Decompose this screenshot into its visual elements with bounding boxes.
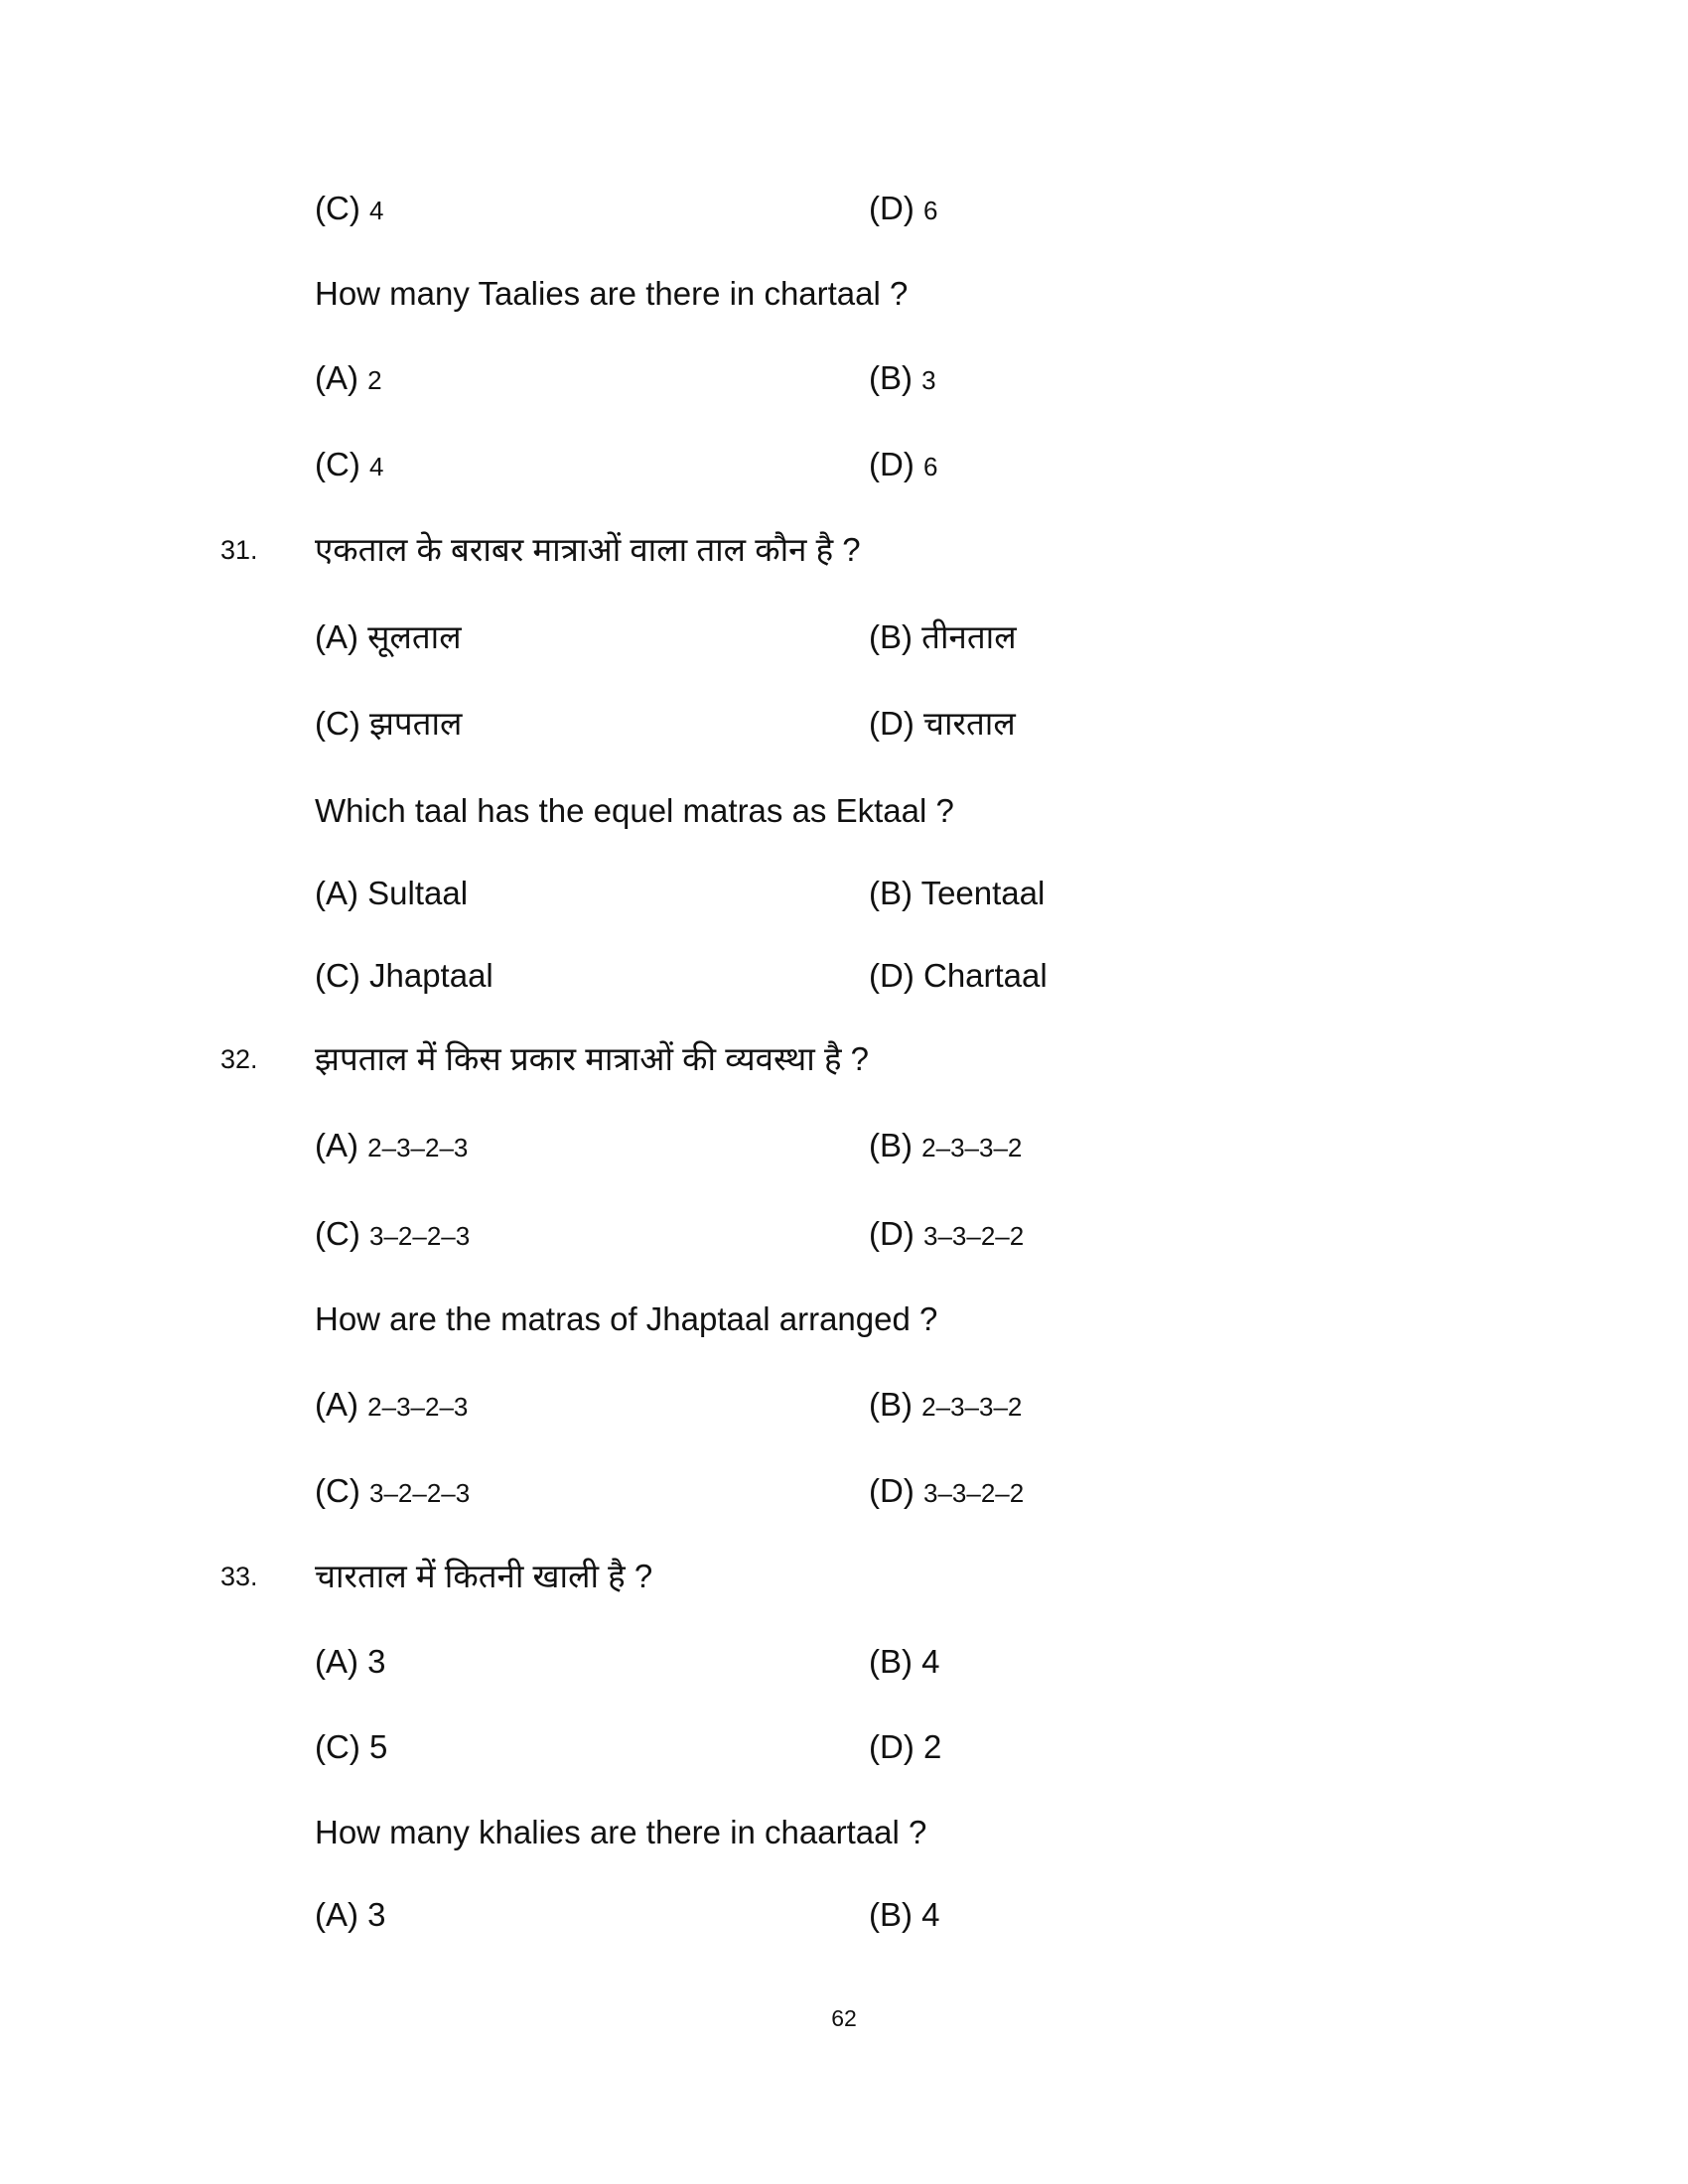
- option-letter: (C): [315, 1728, 369, 1765]
- question-number: 31.: [220, 535, 258, 565]
- question-line: [0, 272, 1688, 316]
- option-left: [315, 443, 383, 488]
- option-value: 4: [368, 452, 384, 481]
- question-text: झपताल में किस प्रकार मात्राओं की व्यवस्था है ?: [315, 1040, 869, 1077]
- option-value: सूलताल: [367, 618, 462, 655]
- option-right: [869, 1212, 1024, 1258]
- question-number: 33.: [220, 1562, 258, 1591]
- option-letter: (C): [315, 190, 369, 226]
- option-value: 6: [922, 452, 938, 481]
- option-letter: (C): [315, 957, 369, 994]
- option-left: [315, 954, 493, 998]
- question-text: How many khalies are there in chaartaal ?: [315, 1814, 927, 1850]
- option-value: 4: [368, 196, 384, 225]
- option-right: [869, 187, 937, 232]
- option-letter: (A): [315, 1643, 368, 1680]
- options-row: [0, 1893, 1688, 1937]
- option-value: Chartaal: [922, 957, 1048, 994]
- options-row: [0, 1383, 1688, 1427]
- options-row: [0, 443, 1688, 486]
- option-value: Jhaptaal: [368, 957, 493, 994]
- option-letter: (B): [869, 1386, 922, 1423]
- option-value: 2–3–2–3: [367, 1133, 469, 1162]
- option-value: 2–3–3–2: [921, 1133, 1023, 1162]
- question-text: How are the matras of Jhaptaal arranged ?: [315, 1300, 938, 1337]
- question-text: Which taal has the equel matras as Ektaal ?: [315, 792, 954, 829]
- question-text: एकताल के बराबर मात्राओं वाला ताल कौन है ?: [315, 531, 861, 568]
- option-right: [869, 443, 937, 488]
- option-letter: (B): [869, 1896, 922, 1933]
- page-number: 62: [831, 2005, 857, 2031]
- option-value: 6: [922, 196, 938, 225]
- option-right: [869, 1124, 1022, 1169]
- option-value: चारताल: [922, 705, 1016, 742]
- question-line: [0, 1037, 1688, 1081]
- options-row: [0, 1124, 1688, 1167]
- option-right: [869, 1893, 940, 1937]
- option-value: 3–3–2–2: [922, 1478, 1025, 1508]
- options-row: [0, 187, 1688, 230]
- question-text: How many Taalies are there in chartaal ?: [315, 275, 909, 312]
- option-right: [869, 1383, 1022, 1429]
- option-letter: (B): [869, 1127, 922, 1163]
- option-right: [869, 1469, 1024, 1515]
- option-letter: (A): [315, 618, 368, 655]
- question-line: [0, 1297, 1688, 1341]
- option-value: 3: [921, 365, 936, 395]
- option-left: [315, 1725, 387, 1769]
- option-right: [869, 1725, 941, 1769]
- option-left: [315, 1124, 468, 1169]
- option-letter: (A): [315, 359, 368, 396]
- option-value: 2–3–2–3: [367, 1392, 469, 1422]
- question-text: चारताल में कितनी खाली है ?: [315, 1558, 653, 1594]
- question-line: [0, 789, 1688, 833]
- option-letter: (A): [315, 1386, 368, 1423]
- options-row: [0, 356, 1688, 400]
- option-letter: (B): [869, 359, 922, 396]
- options-row: [0, 1212, 1688, 1256]
- option-letter: (D): [869, 1215, 923, 1252]
- option-left: [315, 615, 462, 659]
- question-line: [0, 1555, 1688, 1598]
- option-value: 2: [367, 365, 382, 395]
- option-value: 3: [367, 1643, 386, 1680]
- option-left: [315, 1469, 470, 1515]
- option-letter: (D): [869, 190, 923, 226]
- option-value: Teentaal: [920, 875, 1046, 911]
- option-left: [315, 1212, 470, 1258]
- option-letter: (B): [869, 1643, 922, 1680]
- option-letter: (C): [315, 1472, 369, 1509]
- option-value: 4: [921, 1896, 940, 1933]
- option-left: [315, 1383, 468, 1429]
- question-number: 32.: [220, 1044, 258, 1074]
- option-letter: (B): [869, 875, 921, 911]
- option-letter: (D): [869, 1472, 923, 1509]
- option-letter: (A): [315, 1896, 368, 1933]
- option-value: 3–3–2–2: [922, 1221, 1025, 1251]
- option-letter: (C): [315, 705, 369, 742]
- option-left: [315, 1893, 386, 1937]
- option-value: 5: [368, 1728, 388, 1765]
- options-row: [0, 872, 1688, 915]
- option-value: Sultaal: [367, 875, 469, 911]
- option-letter: (A): [315, 875, 368, 911]
- option-letter: (C): [315, 1215, 369, 1252]
- option-value: 4: [921, 1643, 940, 1680]
- option-left: [315, 872, 468, 915]
- option-right: [869, 615, 1017, 659]
- option-letter: (C): [315, 446, 369, 482]
- option-letter: (D): [869, 957, 923, 994]
- question-line: [0, 528, 1688, 572]
- option-right: [869, 954, 1048, 998]
- option-letter: (D): [869, 446, 923, 482]
- options-row: [0, 702, 1688, 746]
- options-row: [0, 1725, 1688, 1769]
- option-right: [869, 356, 936, 402]
- option-left: [315, 356, 382, 402]
- option-value: 2–3–3–2: [921, 1392, 1023, 1422]
- option-letter: (A): [315, 1127, 368, 1163]
- option-value: झपताल: [368, 705, 463, 742]
- option-right: [869, 872, 1045, 915]
- option-value: तीनताल: [921, 618, 1017, 655]
- options-row: [0, 615, 1688, 659]
- options-row: [0, 1469, 1688, 1513]
- option-right: [869, 702, 1016, 746]
- options-row: [0, 954, 1688, 998]
- option-left: [315, 702, 462, 746]
- option-left: [315, 187, 383, 232]
- option-letter: (D): [869, 1728, 923, 1765]
- option-right: [869, 1640, 940, 1684]
- options-row: [0, 1640, 1688, 1684]
- option-value: 3: [367, 1896, 386, 1933]
- option-left: [315, 1640, 386, 1684]
- option-value: 2: [922, 1728, 942, 1765]
- question-line: [0, 1811, 1688, 1854]
- option-value: 3–2–2–3: [368, 1478, 471, 1508]
- option-value: 3–2–2–3: [368, 1221, 471, 1251]
- option-letter: (D): [869, 705, 923, 742]
- option-letter: (B): [869, 618, 922, 655]
